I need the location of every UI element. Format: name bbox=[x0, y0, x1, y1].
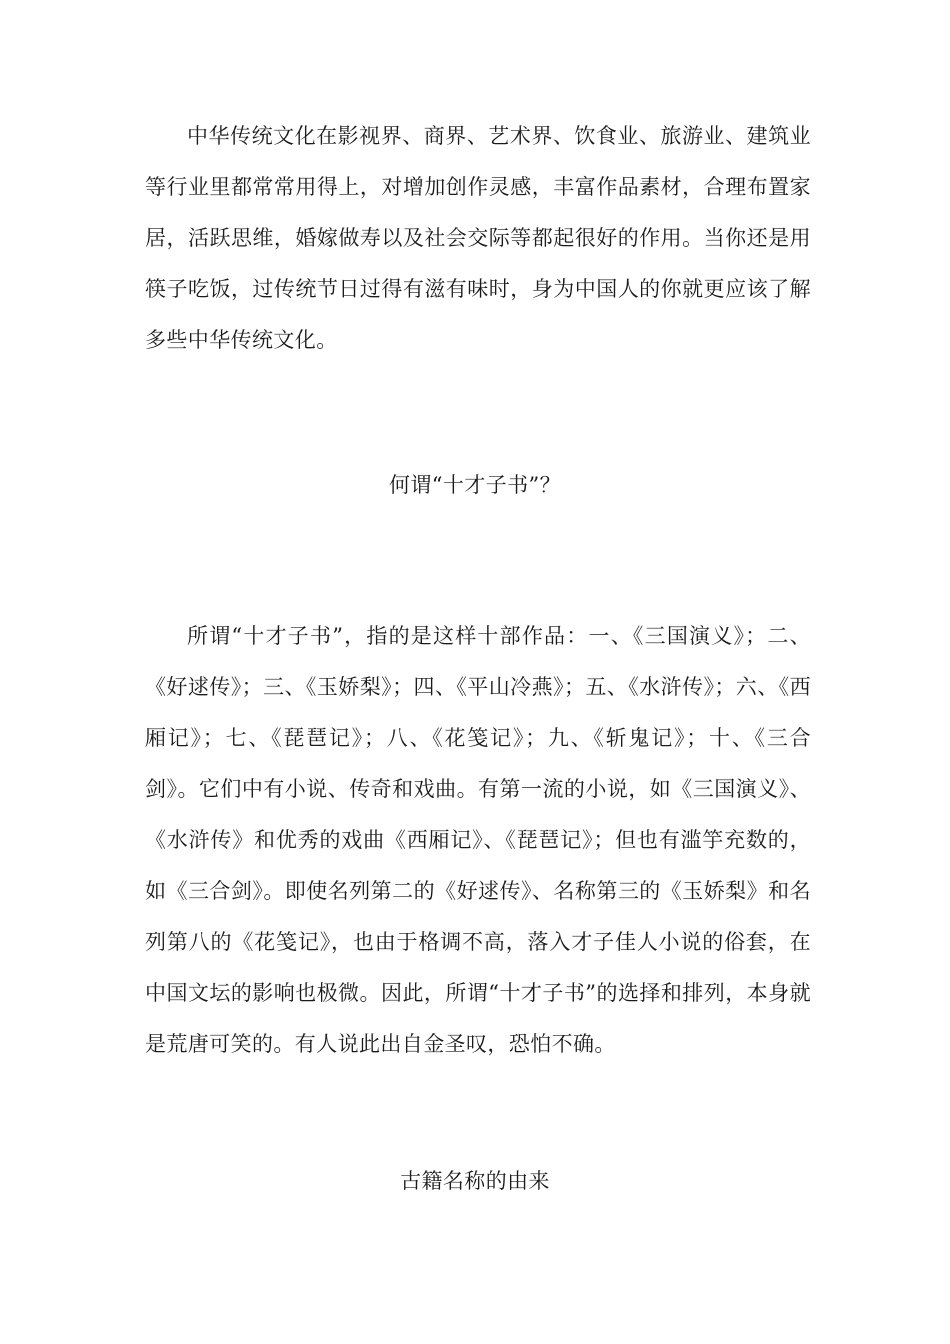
ten-talented-books-paragraph: 所谓“十才子书”，指的是这样十部作品：一、《三国演义》；二、《好逑传》；三、《玉娇梨》；四、《平山冷燕》；五、《水浒传》；六、《西厢记》；七、《琵琶记》；八、《花笺记》；九、《斩鬼记》；十、《三合剑》。它们中有小说、传奇和戏曲。有第一流的小说，如《三国演义》、《水浒传》和优秀的戏曲《西厢记》、《琵琶记》；但也有滥竽充数的，如《三合剑》。即使名列第二的《好逑传》、名称第三的《玉娇梨》和名列第八的《花笺记》，也由于格调不高，落入才子佳人小说的俗套，在中国文坛的影响也极微。因此，所谓“十才子书”的选择和排列，本身就是荒唐可笑的。有人说此出自金圣叹，恐怕不确。 bbox=[145, 624, 811, 1056]
section-heading-ancient-book-names: 古籍名称的由来 bbox=[400, 1169, 550, 1193]
section-heading-ten-talented-books: 何谓“十才子书”？ bbox=[388, 473, 562, 497]
intro-paragraph: 中华传统文化在影视界、商界、艺术界、饮食业、旅游业、建筑业等行业里都常常用得上，对增加创作灵感，丰富作品素材，合理布置家居，活跃思维，婚嫁做寿以及社会交际等都起很好的作用。当你还是用筷子吃饭，过传统节日过得有滋有味时，身为中国人的你就更应该了解多些中华传统文化。 bbox=[145, 124, 811, 352]
